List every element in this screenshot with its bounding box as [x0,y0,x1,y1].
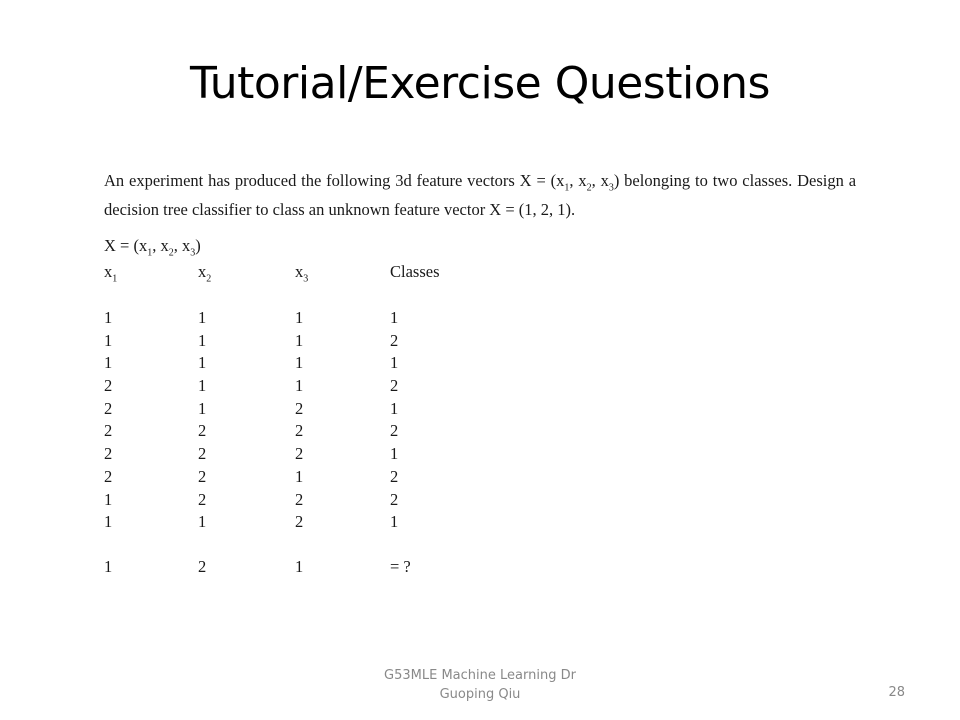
page-number: 28 [888,685,905,700]
query-cell: 1 [104,556,113,576]
column-header-classes: Classes [390,262,440,281]
table-cell: 1 [104,489,113,509]
table-cell: 2 [295,512,304,532]
table-cell: 2 [295,421,304,441]
table-cell: 1 [104,330,113,350]
table-cell: 2 [295,489,304,509]
table-cell: 1 [295,466,304,486]
table-cell: 1 [104,512,113,532]
table-cell: 2 [104,398,113,418]
table-cell: 2 [390,421,399,441]
feature-vector-definition: $X = (x_1$, $x_2$, $x_3$) [104,236,201,259]
table-cell: 1 [390,444,399,464]
query-cell: 1 [295,556,304,576]
table-cell: 2 [104,376,113,396]
table-cell: 1 [390,512,399,532]
problem-statement: An experiment has produced the following 3d feature vectors $X = (x_1$, $x_2$, $x_3$) belonging to two classes. Design a decision tree classifier to class an unknown feature vector X = (1, 2, 1). [104,171,857,220]
table-cell: 1 [198,398,207,418]
table-cell: 1 [198,376,207,396]
table-cell: 2 [390,466,399,486]
table-cell: 1 [295,353,304,373]
footer-line-2: Guoping Qiu [439,687,521,702]
column-header-x1: $x_1$ [104,262,118,285]
footer-text [340,666,620,704]
query-cell: 2 [198,556,207,576]
table-cell: 1 [390,353,399,373]
table-cell: 1 [295,308,304,327]
table-cell: 1 [390,308,399,327]
table-cell: 1 [295,376,304,396]
table-cell: 2 [104,466,113,486]
table-cell: 2 [295,398,304,418]
table-cell: 1 [104,308,113,327]
table-cell: 2 [390,376,399,396]
table-cell: 1 [198,330,207,350]
slide-title: Tutorial/Exercise Questions [190,58,770,109]
column-header-x3: $x_3$ [295,262,309,285]
table-cell: 2 [295,444,304,464]
table-cell: 1 [104,353,113,373]
query-class-cell: = ? [390,556,411,576]
table-cell: 1 [198,353,207,373]
table-cell: 2 [104,444,113,464]
footer-line-1: G53MLE Machine Learning Dr [384,668,576,683]
table-cell: 1 [198,308,207,327]
table-cell: 2 [198,444,207,464]
table-cell: 2 [390,489,399,509]
table-cell: 2 [198,466,207,486]
table-cell: 2 [104,421,113,441]
column-header-x2: $x_2$ [198,262,212,285]
table-cell: 1 [390,398,399,418]
table-cell: 2 [390,330,399,350]
table-cell: 1 [295,330,304,350]
table-cell: 2 [198,421,207,441]
table-cell: 1 [198,512,207,532]
table-cell: 2 [198,489,207,509]
